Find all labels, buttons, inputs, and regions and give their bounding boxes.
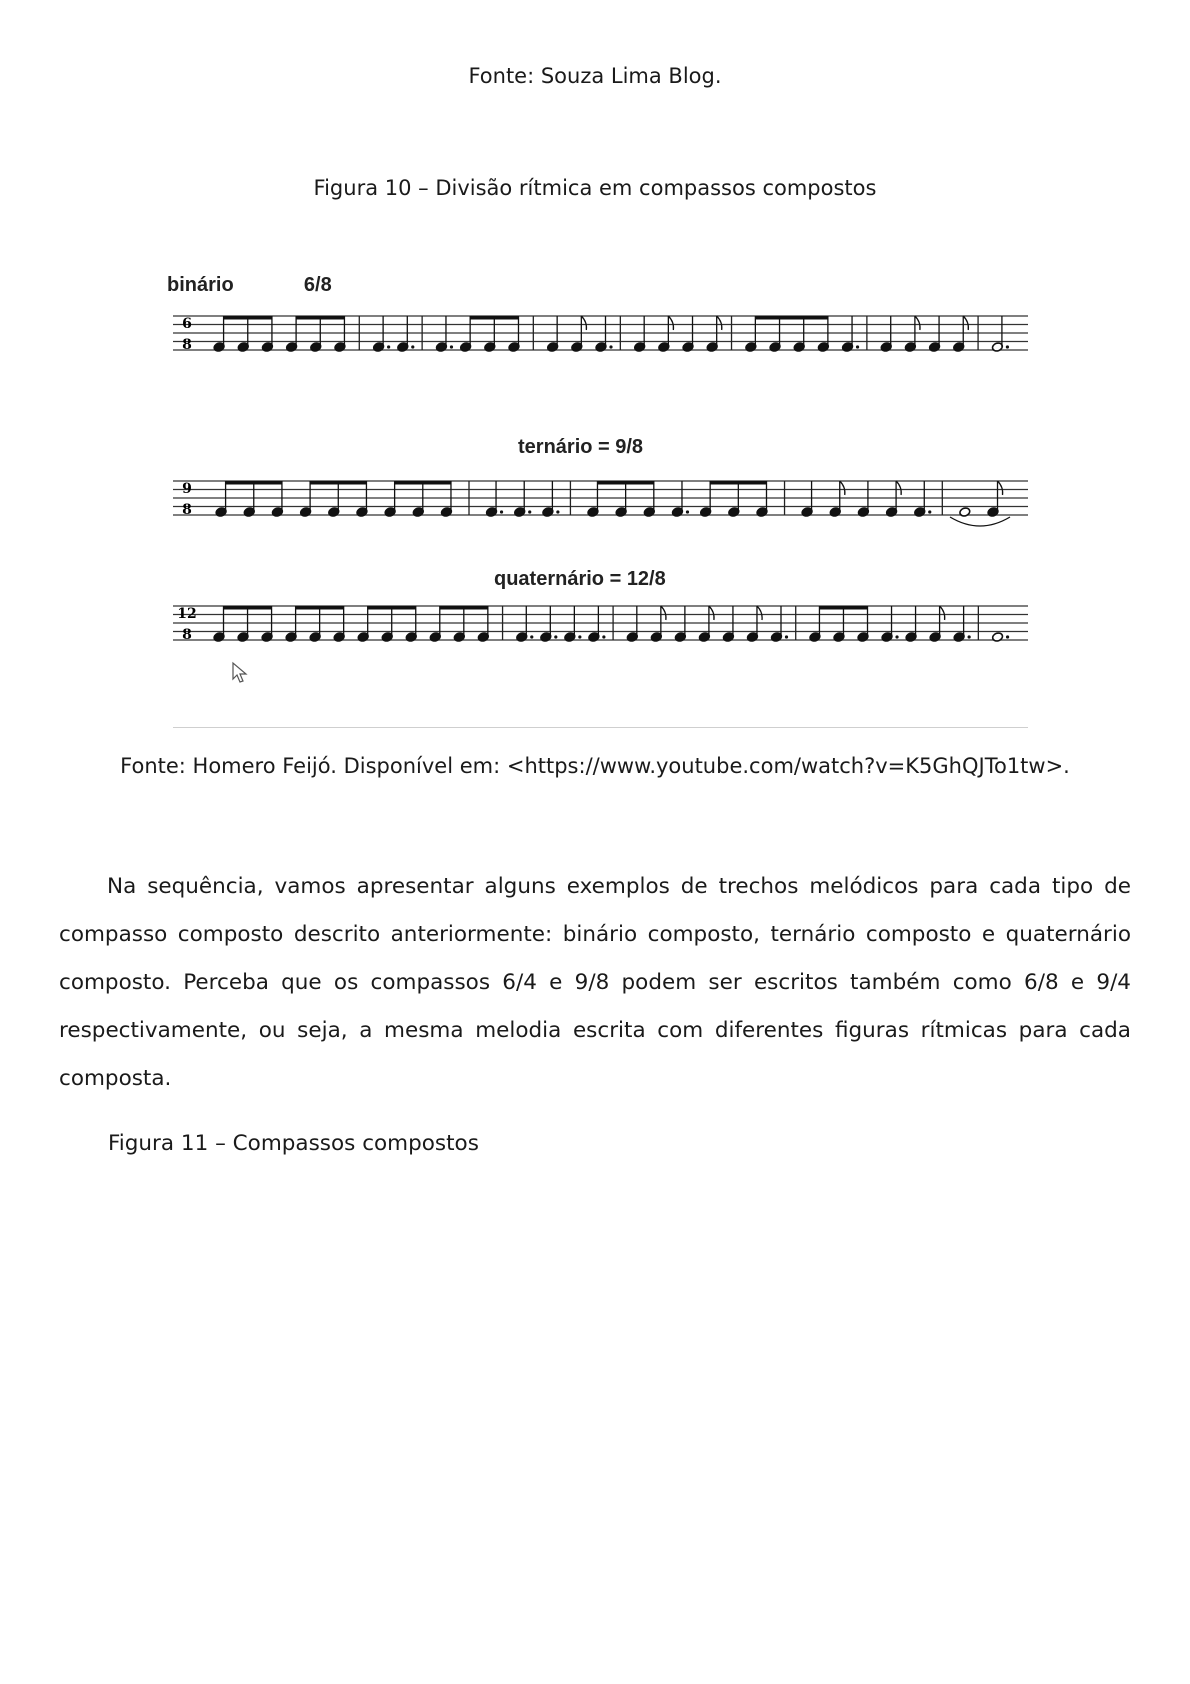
note-dot bbox=[785, 635, 788, 638]
note-dot bbox=[530, 635, 533, 638]
figure-10-source: Fonte: Homero Feijó. Disponível em: <https://www.youtube.com/watch?v=K5GhQJTo1tw>. bbox=[120, 754, 1070, 778]
note-flag bbox=[717, 316, 722, 330]
note-beam bbox=[310, 481, 366, 485]
note-beam bbox=[296, 316, 344, 320]
note-head bbox=[992, 632, 1004, 643]
note-dot bbox=[928, 510, 931, 513]
note-beam bbox=[368, 606, 416, 610]
note-beam bbox=[296, 606, 344, 610]
body-paragraph bbox=[59, 863, 1131, 1103]
time-signature-top: 6 bbox=[182, 316, 192, 332]
time-signature-bottom: 8 bbox=[182, 502, 192, 518]
note-flag bbox=[709, 606, 714, 620]
note-flag bbox=[668, 316, 673, 330]
note-flag bbox=[963, 316, 968, 330]
note-beam bbox=[226, 481, 282, 485]
note-beam bbox=[440, 606, 488, 610]
note-beam bbox=[755, 316, 828, 320]
note-flag bbox=[840, 481, 845, 495]
cursor-arrow-icon bbox=[233, 663, 246, 682]
note-beam bbox=[224, 316, 272, 320]
figure-10-caption: Figura 10 – Divisão rítmica em compassos compostos bbox=[313, 176, 877, 200]
note-beam bbox=[470, 316, 518, 320]
note-beam bbox=[597, 481, 653, 485]
figure-10-rhythm-notation bbox=[167, 251, 1028, 728]
label-ternario: ternário = 9/8 bbox=[518, 436, 644, 458]
note-flag bbox=[998, 481, 1003, 495]
note-head bbox=[959, 507, 971, 518]
note-dot bbox=[528, 510, 531, 513]
body-line: Na sequência, vamos apresentar alguns exemplos de trechos melódicos para cada tipo de bbox=[107, 874, 1131, 899]
time-signature-bottom: 8 bbox=[182, 627, 192, 643]
note-dot bbox=[387, 345, 390, 348]
note-dot bbox=[856, 345, 859, 348]
note-beam bbox=[395, 481, 451, 485]
time-signature-bottom: 8 bbox=[182, 337, 192, 353]
note-flag bbox=[940, 606, 945, 620]
label-binario: binário 6/8 bbox=[167, 274, 332, 296]
note-dot bbox=[554, 635, 557, 638]
source-souza-lima: Fonte: Souza Lima Blog. bbox=[468, 64, 722, 88]
note-dot bbox=[895, 635, 898, 638]
note-flag bbox=[581, 316, 586, 330]
note-flag bbox=[661, 606, 666, 620]
body-line: compasso composto descrito anteriormente: binário composto, ternário composto e quaternário bbox=[59, 922, 1131, 947]
note-dot bbox=[686, 510, 689, 513]
note-dot bbox=[450, 345, 453, 348]
time-signature-top: 9 bbox=[182, 481, 192, 497]
note-dot bbox=[968, 635, 971, 638]
note-dot bbox=[609, 345, 612, 348]
body-line: composta. bbox=[59, 1066, 172, 1091]
note-beam bbox=[224, 606, 272, 610]
note-dot bbox=[578, 635, 581, 638]
body-line: composto. Perceba que os compassos 6/4 e 9/8 podem ser escritos também como 6/8 e 9/4 bbox=[59, 970, 1131, 995]
time-signature-top: 12 bbox=[177, 606, 197, 622]
note-dot bbox=[556, 510, 559, 513]
tie bbox=[950, 517, 1010, 526]
note-dot bbox=[1006, 345, 1009, 348]
note-dot bbox=[411, 345, 414, 348]
label-quaternario: quaternário = 12/8 bbox=[494, 568, 666, 590]
note-dot bbox=[602, 635, 605, 638]
note-flag bbox=[757, 606, 762, 620]
note-beam bbox=[819, 606, 867, 610]
note-beam bbox=[710, 481, 766, 485]
note-flag bbox=[896, 481, 901, 495]
figure-11-caption: Figura 11 – Compassos compostos bbox=[108, 1131, 479, 1156]
note-dot bbox=[1006, 635, 1009, 638]
note-dot bbox=[500, 510, 503, 513]
body-line: respectivamente, ou seja, a mesma melodia escrita com diferentes figuras rítmicas para cada bbox=[59, 1018, 1131, 1043]
score bbox=[173, 251, 1028, 727]
note-flag bbox=[915, 316, 920, 330]
